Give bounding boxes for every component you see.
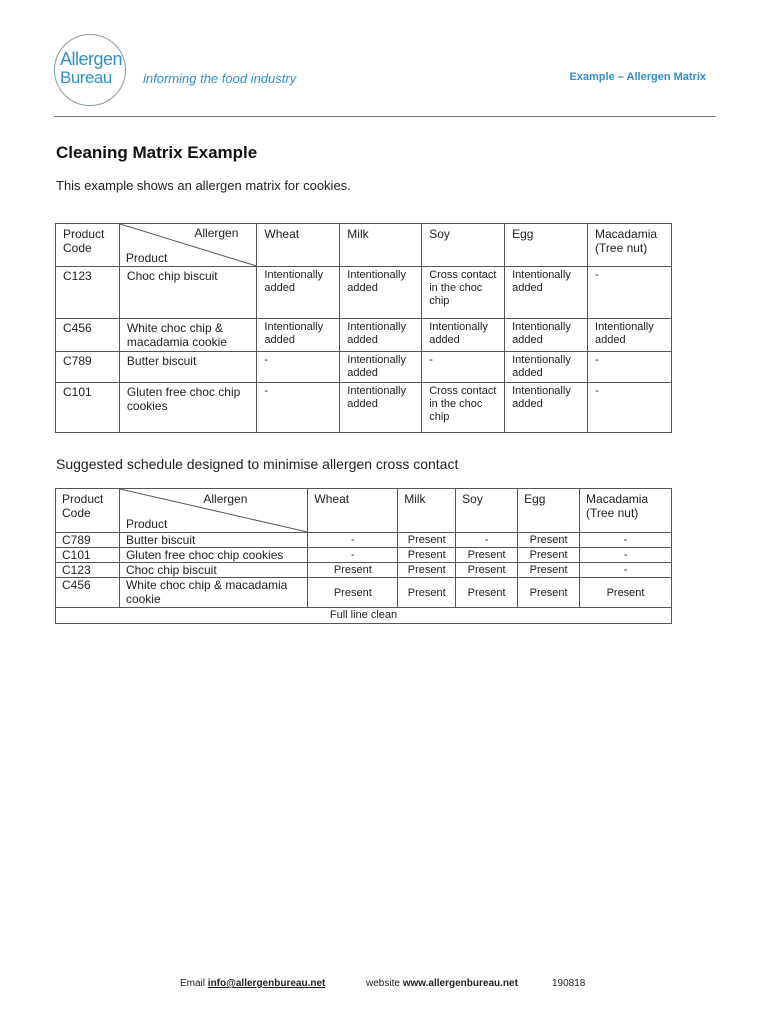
matrix-product-label: Product <box>125 251 168 265</box>
tagline: informing the food industry <box>143 71 297 86</box>
footer-email-label: Email <box>180 978 206 989</box>
product-code: C789 <box>56 533 120 548</box>
matrix-cell: - <box>257 383 340 433</box>
schedule-cell: - <box>308 533 398 548</box>
intro-text: This example shows an allergen matrix for cookies. <box>56 178 351 193</box>
matrix-col-soy: Soy <box>422 224 505 267</box>
matrix-col-milk: Milk <box>340 224 422 267</box>
matrix-cell: - <box>588 267 672 319</box>
allergen-matrix-table <box>55 223 672 433</box>
schedule-cell: Present <box>398 548 456 563</box>
product-name: Butter biscuit <box>119 533 307 548</box>
footer-email <box>180 978 325 989</box>
matrix-cell: - <box>588 383 672 433</box>
footer-website <box>366 978 518 989</box>
schedule-header-row <box>56 489 672 533</box>
matrix-cell: Intentionally added <box>340 352 422 383</box>
product-code: C101 <box>56 548 120 563</box>
matrix-cell: Intentionally added <box>340 267 422 319</box>
schedule-title: Suggested schedule designed to minimise allergen cross contact <box>56 456 459 472</box>
product-name: Gluten free choc chip cookies <box>119 548 307 563</box>
schedule-table <box>55 488 672 624</box>
product-name: Choc chip biscuit <box>119 267 256 319</box>
footer-website-label: website <box>366 978 400 989</box>
matrix-cell: Intentionally added <box>505 267 588 319</box>
schedule-cell: - <box>580 563 672 578</box>
full-line-clean-note: Full line clean <box>56 608 672 624</box>
schedule-cell: Present <box>518 578 580 608</box>
schedule-cell: Present <box>456 578 518 608</box>
schedule-code-header: Product Code <box>56 489 120 533</box>
email-link[interactable]: info@allergenbureau.net <box>207 978 326 989</box>
document-label: Example – Allergen Matrix <box>569 71 706 83</box>
schedule-col-macadamia: Macadamia (Tree nut) <box>580 489 672 533</box>
schedule-cell: - <box>580 548 672 563</box>
product-name: Choc chip biscuit <box>119 563 307 578</box>
product-name: Butter biscuit <box>119 352 256 383</box>
table-row <box>56 352 672 383</box>
product-code: C789 <box>56 352 120 383</box>
schedule-col-milk: Milk <box>398 489 456 533</box>
schedule-cell: - <box>308 548 398 563</box>
matrix-cell: Intentionally added <box>505 383 588 433</box>
matrix-cell: Intentionally added <box>505 319 588 352</box>
matrix-cell: Intentionally added <box>340 383 422 433</box>
schedule-cell: Present <box>308 578 398 608</box>
logo-word-allergen: Allergen <box>60 49 123 69</box>
matrix-cell: Cross contact in the choc chip <box>422 383 505 433</box>
matrix-cell: - <box>588 352 672 383</box>
matrix-diagonal-header <box>119 224 256 267</box>
schedule-col-soy: Soy <box>456 489 518 533</box>
matrix-cell: Intentionally added <box>588 319 672 352</box>
matrix-code-header: Product Code <box>56 224 120 267</box>
website-link[interactable]: www.allergenbureau.net <box>402 978 518 989</box>
product-code: C123 <box>56 267 120 319</box>
matrix-col-egg: Egg <box>505 224 588 267</box>
schedule-cell: Present <box>398 533 456 548</box>
schedule-cell: Present <box>308 563 398 578</box>
matrix-cell: Cross contact in the choc chip <box>422 267 505 319</box>
table-row <box>56 383 672 433</box>
full-clean-row <box>56 608 672 624</box>
schedule-allergen-label: Allergen <box>203 492 248 506</box>
page-title: Cleaning Matrix Example <box>56 143 258 162</box>
product-name: Gluten free choc chip cookies <box>119 383 256 433</box>
matrix-cell: Intentionally added <box>422 319 505 352</box>
schedule-cell: Present <box>456 548 518 563</box>
table-row <box>56 319 672 352</box>
schedule-cell: Present <box>518 563 580 578</box>
schedule-cell: - <box>456 533 518 548</box>
matrix-col-wheat: Wheat <box>257 224 340 267</box>
schedule-cell: Present <box>456 563 518 578</box>
header-divider <box>54 116 716 117</box>
schedule-diagonal-header <box>119 489 307 533</box>
matrix-col-macadamia: Macadamia (Tree nut) <box>588 224 672 267</box>
matrix-header-row <box>56 224 672 267</box>
allergen-bureau-logo <box>54 34 130 106</box>
schedule-col-wheat: Wheat <box>308 489 398 533</box>
product-code: C123 <box>56 563 120 578</box>
product-code: C101 <box>56 383 120 433</box>
matrix-cell: Intentionally added <box>257 267 340 319</box>
schedule-product-label: Product <box>125 517 168 531</box>
product-name: White choc chip & macadamia cookie <box>119 319 256 352</box>
matrix-cell: - <box>257 352 340 383</box>
matrix-cell: Intentionally added <box>257 319 340 352</box>
product-code: C456 <box>56 319 120 352</box>
table-row <box>56 267 672 319</box>
matrix-cell: Intentionally added <box>340 319 422 352</box>
schedule-cell: Present <box>398 563 456 578</box>
matrix-allergen-label: Allergen <box>194 226 239 240</box>
schedule-cell: Present <box>518 533 580 548</box>
schedule-cell: Present <box>518 548 580 563</box>
matrix-cell: Intentionally added <box>505 352 588 383</box>
schedule-cell: Present <box>580 578 672 608</box>
matrix-cell: - <box>422 352 505 383</box>
table-row <box>56 548 672 563</box>
product-code: C456 <box>56 578 120 608</box>
logo-word-bureau: Bureau <box>60 68 112 87</box>
product-name: White choc chip & macadamia cookie <box>119 578 307 608</box>
table-row <box>56 578 672 608</box>
table-row <box>56 563 672 578</box>
schedule-col-egg: Egg <box>518 489 580 533</box>
table-row <box>56 533 672 548</box>
schedule-cell: - <box>580 533 672 548</box>
schedule-cell: Present <box>398 578 456 608</box>
footer-doc-code: 190818 <box>552 978 586 989</box>
